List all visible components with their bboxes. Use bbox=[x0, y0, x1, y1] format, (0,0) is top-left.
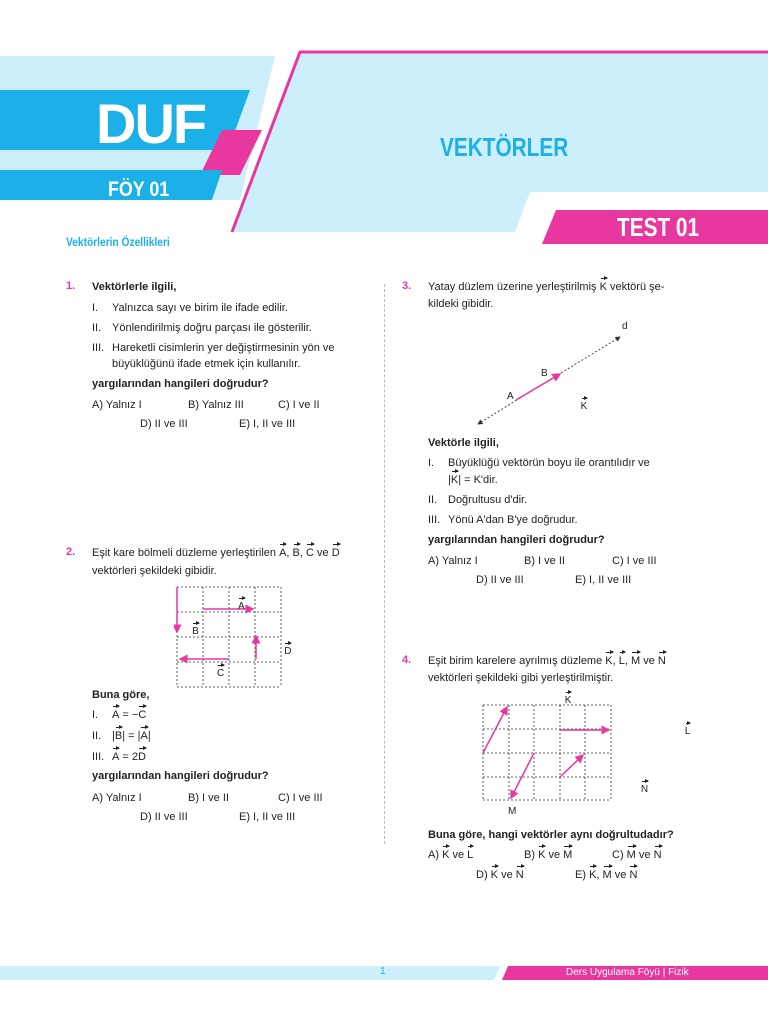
and-text: ve bbox=[638, 849, 651, 861]
question-lead: Vektörle ilgili, bbox=[428, 437, 499, 449]
question-number: 1. bbox=[66, 280, 76, 292]
label-k: K bbox=[580, 401, 588, 412]
option-e[interactable]: E) I, II ve III bbox=[239, 418, 296, 430]
question-ask: Buna göre, hangi vektörler aynı doğrultudadır? bbox=[428, 829, 674, 841]
and-text: ve bbox=[317, 547, 329, 559]
question-number: 4. bbox=[402, 654, 412, 666]
label-b: B bbox=[541, 368, 548, 379]
vec-c: C bbox=[138, 709, 147, 721]
column-divider bbox=[384, 284, 385, 844]
statement-1: Büyüklüğü vektörün boyu ile orantılıdır ve bbox=[448, 457, 650, 469]
fig-label-k: K bbox=[564, 695, 572, 706]
vector-k-arrow bbox=[483, 707, 507, 753]
vec-l: L bbox=[467, 849, 474, 861]
option-b[interactable]: B) I ve II bbox=[524, 555, 565, 567]
vector-d-symbol: D bbox=[331, 547, 340, 559]
label-d: d bbox=[622, 321, 628, 332]
page-title: VEKTÖRLER bbox=[440, 132, 569, 162]
statement-text: | = K'dir. bbox=[458, 474, 498, 486]
option-a[interactable]: A) Yalnız I bbox=[92, 399, 142, 411]
and-text: ve bbox=[614, 869, 627, 881]
option-c[interactable]: C) I ve II bbox=[278, 399, 320, 411]
statement-text: | = | bbox=[122, 730, 141, 742]
vec-m: M bbox=[602, 869, 612, 881]
question-stem bbox=[428, 280, 664, 294]
vec-a: A bbox=[112, 751, 120, 763]
fig-label-c: C bbox=[216, 668, 225, 679]
vec-n: N bbox=[653, 849, 662, 861]
q3-line-figure bbox=[470, 318, 640, 430]
stem-text: Eşit kare bölmeli düzleme yerleştirilen bbox=[92, 547, 277, 559]
vec-k: K bbox=[538, 849, 546, 861]
statement-1-num: I. bbox=[428, 457, 435, 469]
statement-3-cont: büyüklüğünü ifade etmek için kullanılır. bbox=[112, 358, 301, 370]
statement-1-cont: |K| = K'dir. bbox=[448, 474, 498, 486]
option-b[interactable]: B) Yalnız III bbox=[188, 399, 244, 411]
option-c[interactable]: C) I ve III bbox=[278, 792, 323, 804]
statement-2: Yönlendirilmiş doğru parçası ile gösterilir. bbox=[112, 322, 312, 334]
statement-text: = − bbox=[122, 709, 139, 721]
option-c[interactable]: C) I ve III bbox=[612, 555, 657, 567]
fig-label-d: D bbox=[284, 646, 292, 657]
and-text: ve bbox=[548, 849, 561, 861]
vector-n-symbol: N bbox=[657, 655, 666, 667]
statement-2: Doğrultusu d'dir. bbox=[448, 494, 528, 506]
statement-3-num: III. bbox=[92, 751, 105, 763]
vector-m-arrow bbox=[511, 753, 534, 798]
statement-2: |B| = |A| bbox=[112, 730, 151, 742]
and-text: ve bbox=[452, 849, 465, 861]
option-c[interactable] bbox=[612, 848, 662, 862]
vector-b-symbol: B bbox=[292, 547, 300, 559]
fig-label-m: M bbox=[508, 806, 517, 817]
statement-1 bbox=[112, 708, 146, 722]
option-a[interactable] bbox=[428, 848, 473, 862]
statement-text: = 2 bbox=[122, 751, 139, 763]
section-title: Vektörlerin Özellikleri bbox=[66, 235, 170, 249]
statement-1-num: I. bbox=[92, 709, 99, 721]
option-d[interactable] bbox=[476, 868, 524, 882]
vec-a: A bbox=[112, 709, 120, 721]
statement-3-num: III. bbox=[92, 342, 105, 354]
vec-k: K bbox=[490, 869, 499, 881]
and-text: ve bbox=[501, 869, 513, 881]
question-stem-cont: kildeki gibidir. bbox=[428, 298, 494, 310]
question-ask: yargılarından hangileri doğrudur? bbox=[428, 534, 605, 546]
stem-text: Eşit birim karelere ayrılmış düzleme bbox=[428, 655, 603, 667]
vec-k: K bbox=[450, 474, 459, 486]
vec-n: N bbox=[515, 869, 524, 881]
and-text: ve bbox=[643, 655, 655, 667]
page-number: 1 bbox=[380, 966, 386, 977]
option-a[interactable]: A) Yalnız I bbox=[428, 555, 478, 567]
vec-m: M bbox=[563, 849, 573, 861]
vector-m-symbol: M bbox=[631, 655, 641, 667]
vec-a: A bbox=[140, 730, 148, 742]
statement-2-num: II. bbox=[92, 730, 102, 742]
option-e[interactable]: E) K, M ve N bbox=[575, 869, 638, 881]
q2-grid-figure bbox=[174, 584, 286, 690]
footer-text: Ders Uygulama Föyü | Fizik bbox=[566, 967, 689, 978]
statement-1-num: I. bbox=[92, 302, 99, 314]
option-d[interactable]: D) II ve III bbox=[476, 574, 524, 586]
option-letter: B) bbox=[524, 849, 535, 861]
sheet-number: FÖY 01 bbox=[108, 178, 170, 201]
question-number: 3. bbox=[402, 280, 412, 292]
option-letter: C) bbox=[612, 849, 624, 861]
label-a: A bbox=[507, 391, 514, 402]
vector-c-symbol: C bbox=[306, 547, 314, 559]
vec-d: D bbox=[138, 751, 146, 763]
option-letter: D) bbox=[476, 869, 488, 881]
fig-label-b: B bbox=[192, 626, 199, 637]
statement-2-num: II. bbox=[428, 494, 438, 506]
vec-k: K bbox=[442, 849, 450, 861]
fig-label-l: L bbox=[684, 726, 691, 737]
statement-3-num: III. bbox=[428, 514, 441, 526]
vec-b: B bbox=[114, 730, 123, 742]
option-d[interactable]: D) II ve III bbox=[140, 418, 188, 430]
vector-n-arrow bbox=[560, 755, 583, 777]
option-b[interactable] bbox=[524, 848, 572, 862]
question-stem: Vektörlerle ilgili, bbox=[92, 281, 177, 293]
question-stem-cont: vektörleri şekildeki gibidir. bbox=[92, 565, 217, 577]
vec-m: M bbox=[626, 849, 636, 861]
statement-3: Yönü A'dan B'ye doğrudur. bbox=[448, 514, 578, 526]
option-a[interactable]: A) Yalnız I bbox=[92, 792, 142, 804]
vector-a-symbol: A bbox=[279, 547, 287, 559]
stem-text-2: vektörü şe- bbox=[610, 281, 665, 293]
vector-k-arrow bbox=[516, 374, 560, 400]
brand-logo: DUF bbox=[96, 92, 206, 155]
option-e[interactable]: E) I, II ve III bbox=[239, 811, 296, 823]
fig-label-n: N bbox=[640, 784, 649, 795]
fig-label-a: A bbox=[238, 601, 245, 612]
test-label: TEST 01 bbox=[617, 212, 700, 242]
stem-text: Yatay düzlem üzerine yerleştirilmiş bbox=[428, 281, 597, 293]
statement-2-num: II. bbox=[92, 322, 102, 334]
option-letter: E) bbox=[575, 869, 586, 881]
question-ask: yargılarından hangileri doğrudur? bbox=[92, 378, 269, 390]
question-stem-cont: vektörleri şekildeki gibi yerleştirilmiştir. bbox=[428, 672, 614, 684]
statement-1: Yalnızca sayı ve birim ile ifade edilir. bbox=[112, 302, 288, 314]
vector-k-symbol: K bbox=[605, 655, 613, 667]
question-lead: Buna göre, bbox=[92, 689, 150, 701]
option-d[interactable]: D) II ve III bbox=[140, 811, 188, 823]
option-e[interactable]: E) I, II ve III bbox=[575, 574, 632, 586]
statement-3 bbox=[112, 750, 146, 764]
option-letter: A) bbox=[428, 849, 439, 861]
q4-grid-figure bbox=[480, 702, 616, 804]
question-number: 2. bbox=[66, 546, 76, 558]
question-stem: Eşit birim karelere ayrılmış düzleme K, L, M ve N bbox=[428, 655, 666, 667]
statement-3: Hareketli cisimlerin yer değiştirmesinin yön ve bbox=[112, 342, 335, 354]
option-b[interactable]: B) I ve II bbox=[188, 792, 229, 804]
vector-k-symbol: K bbox=[599, 281, 607, 293]
vector-l-symbol: L bbox=[618, 655, 625, 667]
vec-k: K bbox=[589, 869, 597, 881]
question-ask: yargılarından hangileri doğrudur? bbox=[92, 770, 269, 782]
vec-n: N bbox=[629, 869, 638, 881]
question-stem: Eşit kare bölmeli düzleme yerleştirilen A, B, C ve D bbox=[92, 547, 340, 559]
